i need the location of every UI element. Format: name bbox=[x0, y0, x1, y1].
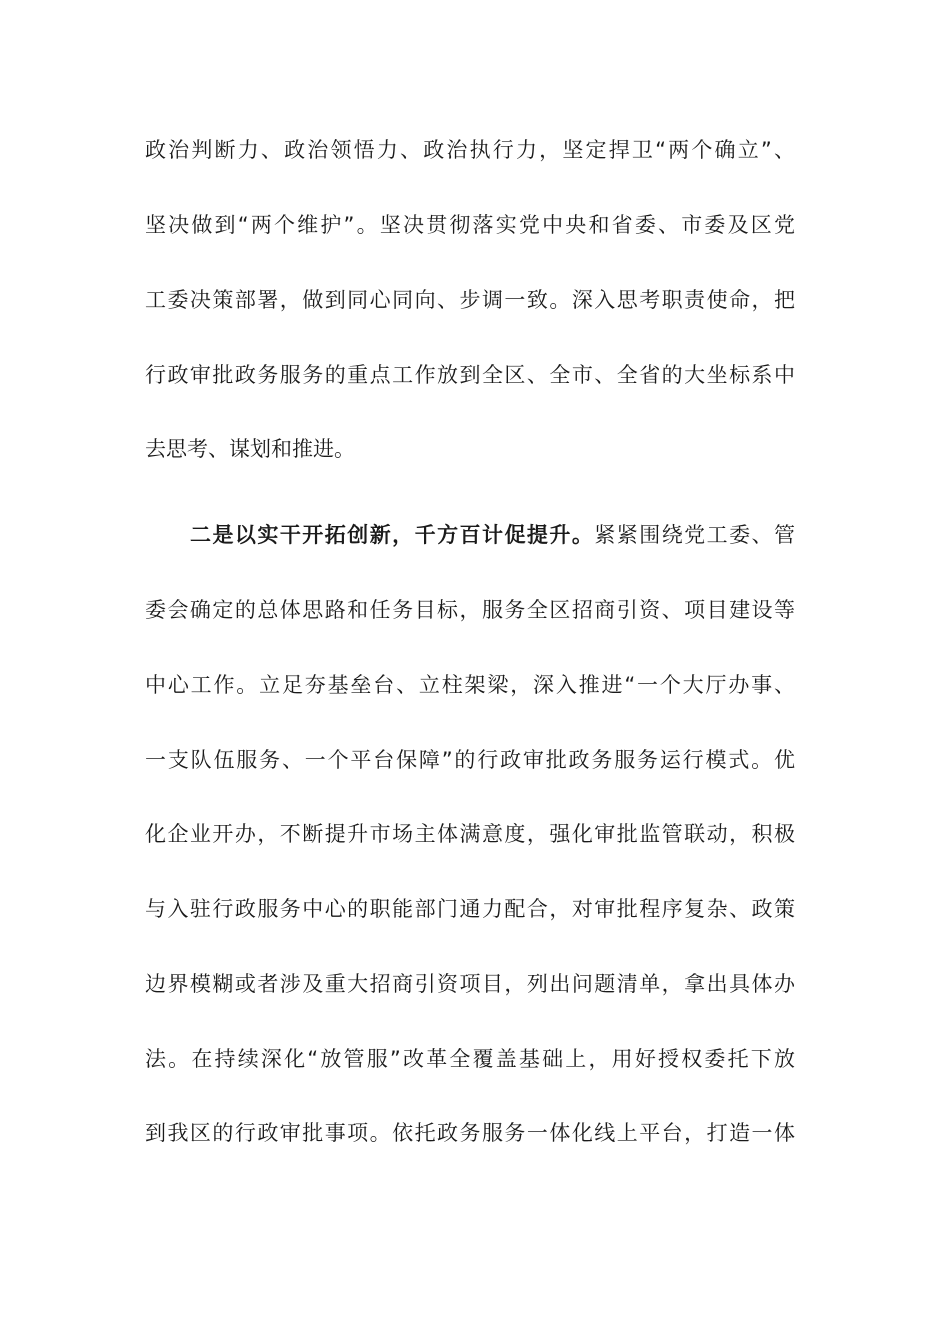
paragraph2-line-3: 中心工作。立足夯基垒台、立柱架梁，深入推进“一个大厅办事、 bbox=[145, 673, 795, 697]
paragraph2-line-4: 一支队伍服务、一个平台保障”的行政审批政务服务运行模式。优 bbox=[145, 748, 795, 772]
paragraph1-line-4: 行政审批政务服务的重点工作放到全区、全市、全省的大坐标系中 bbox=[145, 363, 795, 387]
paragraph1-line-3: 工委决策部署，做到同心同向、步调一致。深入思考职责使命，把 bbox=[145, 288, 795, 312]
paragraph2-line-5: 化企业开办，不断提升市场主体满意度，强化审批监管联动，积极 bbox=[145, 822, 795, 846]
paragraph2-line-2: 委会确定的总体思路和任务目标，服务全区招商引资、项目建设等 bbox=[145, 598, 795, 622]
paragraph2-line-9: 到我区的行政审批事项。依托政务服务一体化线上平台，打造一体 bbox=[145, 1121, 795, 1145]
paragraph2-heading: 二是以实干开拓创新，千方百计促提升。 bbox=[190, 523, 595, 547]
paragraph2-line-7: 边界模糊或者涉及重大招商引资项目，列出问题清单，拿出具体办 bbox=[145, 972, 795, 996]
paragraph1-line-1: 政治判断力、政治领悟力、政治执行力，坚定捍卫“两个确立”、 bbox=[145, 138, 795, 162]
paragraph2-line-8: 法。在持续深化“放管服”改革全覆盖基础上，用好授权委托下放 bbox=[145, 1047, 795, 1071]
paragraph2-line-1 bbox=[190, 520, 795, 550]
paragraph2-first-line-rest: 紧紧围绕党工委、管 bbox=[594, 523, 796, 547]
paragraph2-line-6: 与入驻行政服务中心的职能部门通力配合，对审批程序复杂、政策 bbox=[145, 897, 795, 921]
paragraph1-line-5: 去思考、谋划和推进。 bbox=[145, 437, 355, 461]
paragraph1-line-2: 坚决做到“两个维护”。坚决贯彻落实党中央和省委、市委及区党 bbox=[145, 213, 795, 237]
